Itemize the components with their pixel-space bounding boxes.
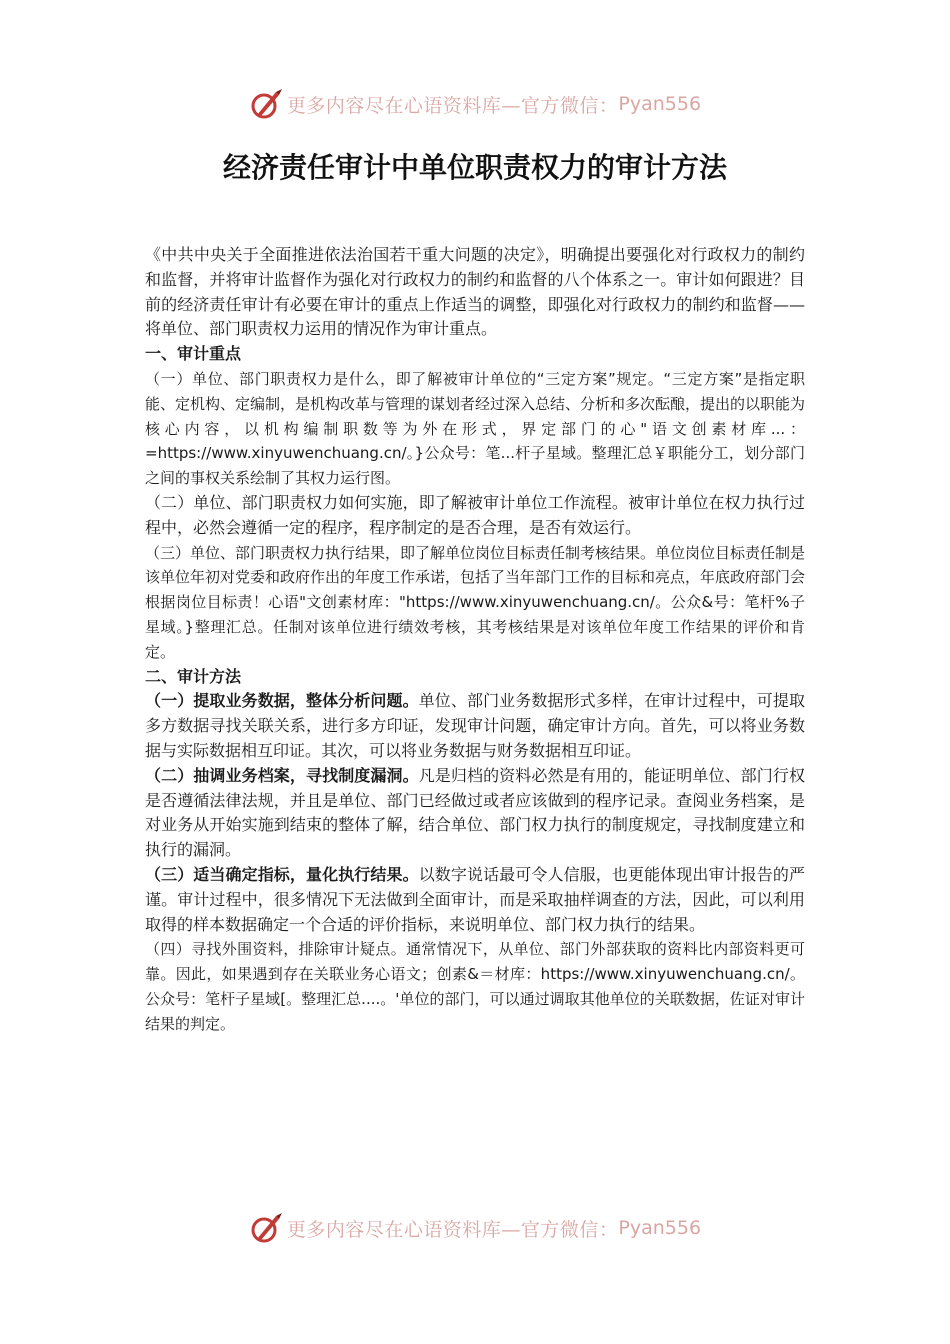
header-banner xyxy=(0,84,950,124)
focus-paragraph-3: （三）单位、部门职责权力执行结果，即了解单位岗位目标责任制考核结果。单位岗位目标责任制是该单位年初对党委和政府作出的年度工作承诺，包括了当年部门工作的目标和亮点，年底政府部门会根据岗位目标责！心语"文创素材库："https://www.xinyuwenchuang.cn/。公众&号：笔杆%子星域。}整理汇总。任制对该单位进行绩效考核，其考核结果是对该单位年度工作结果的评价和肯定。 xyxy=(145,543,806,661)
intro-paragraph: 《中共中央关于全面推进依法治国若干重大问题的决定》，明确提出要强化对行政权力的制约和监督，并将审计监督作为强化对行政权力的制约和监督的八个体系之一。审计如何跟进？目前的经济责任审计有必要在审计的重点上作适当的调整，即强化对行政权力的制约和监督——将单位、部门职责权力运用的情况作为审计重点。 xyxy=(145,245,805,339)
focus-paragraph-2: （二）单位、部门职责权力如何实施，即了解被审计单位工作流程。被审计单位在权力执行过程中，必然会遵循一定的程序，程序制定的是否合理，是否有效运行。 xyxy=(145,492,805,537)
banner-text: 更多内容尽在心语资料库—官方微信： xyxy=(286,1218,619,1241)
section-heading-1: 一、审计重点 xyxy=(145,344,242,364)
method-3-body: 以数字说话最可令人信服，也更能体现出审计报告的严谨。审计过程中，很多情况下无法做到全面审计，而是采取抽样调查的方法，因此，可以利用取得的样本数据确定一个合适的评价指标，来说明单位、部门权力执行的结果。 xyxy=(145,864,805,934)
banner-wechat-id: Pyan556 xyxy=(618,1217,702,1239)
method-2-body: 凡是归档的资料必然是有用的，能证明单位、部门行权是否遵循法律法规，并且是单位、部门已经做过或者应该做到的程序记录。查阅业务档案，是对业务从开始实施到结束的整体了解，结合单位、部门权力执行的制度规定，寻找制度建立和执行的漏洞。 xyxy=(145,765,805,860)
banner-text: 更多内容尽在心语资料库—官方微信： xyxy=(286,94,619,117)
footer-banner xyxy=(0,1208,950,1248)
document-title: 经济责任审计中单位职责权力的审计方法 xyxy=(222,151,727,184)
method-paragraph-1 xyxy=(145,689,805,763)
section-heading-2: 二、审计方法 xyxy=(145,666,242,686)
method-2-lead: （二）抽调业务档案，寻找制度漏洞。 xyxy=(145,765,419,785)
quill-pen-logo-icon xyxy=(249,1211,283,1245)
document-body xyxy=(145,243,805,1037)
focus-paragraph-1: （一）单位、部门职责权力是什么，即了解被审计单位的“三定方案”规定。“三定方案”是指定职能、定机构、定编制，是机构改革与管理的谋划者经过深入总结、分析和多次酝酿，提出的以职能为核心内容，以机构编制职数等为外在形式，界定部门的心"语文创素材库...：=https://www.xinyuwenchuang.cn/。}公众号：笔...杆子星域。整理汇总￥职能分工，划分部门之间的事权关系绘制了其权力运行图。 xyxy=(145,369,806,488)
quill-pen-logo-icon xyxy=(249,87,283,121)
method-paragraph-3 xyxy=(145,863,805,937)
method-paragraph-4: （四）寻找外围资料，排除审计疑点。通常情况下，从单位、部门外部获取的资料比内部资料更可靠。因此，如果遇到存在关联业务心语文；创素&＝材库：https://www.xinyuwenchuang.cn/。公众号：笔杆子星域[。整理汇总....。'单位的部门，可以通过调取其他单位的关联数据，佐证对审计结果的判定。 xyxy=(145,940,805,1033)
method-3-lead: （三）适当确定指标，量化执行结果。 xyxy=(145,864,419,884)
method-paragraph-2 xyxy=(145,764,805,863)
banner-wechat-id: Pyan556 xyxy=(618,93,702,115)
method-1-body: 单位、部门业务数据形式多样，在审计过程中，可提取多方数据寻找关联关系，进行多方印证，发现审计问题，确定审计方向。首先，可以将业务数据与实际数据相互印证。其次，可以将业务数据与财务数据相互印证。 xyxy=(145,691,805,760)
method-1-lead: （一）提取业务数据，整体分析问题。 xyxy=(145,691,419,711)
